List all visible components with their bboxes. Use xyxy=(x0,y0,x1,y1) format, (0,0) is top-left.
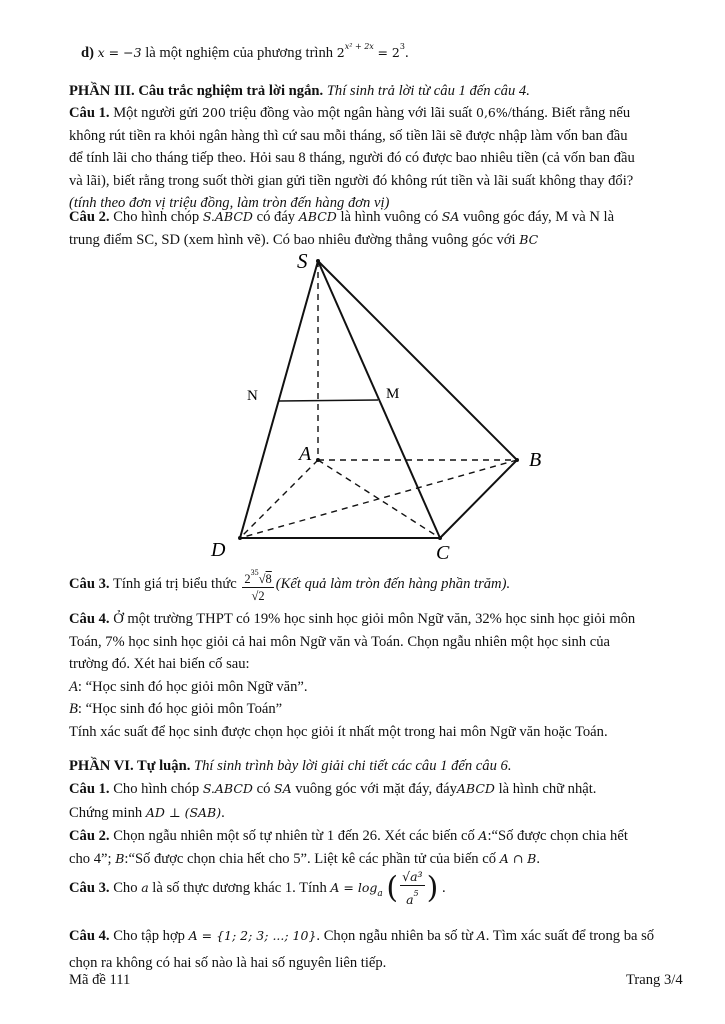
pyramid-figure xyxy=(200,245,570,570)
expression-fraction xyxy=(242,565,273,604)
label-m: M xyxy=(386,386,400,402)
fraction-numerator: $2^{35}√8$ xyxy=(242,565,273,588)
amount-value: 200 xyxy=(202,105,226,120)
math-bc: BC xyxy=(519,231,539,247)
math-pyramid: S.ABCD xyxy=(202,781,253,796)
root-arg: 8 xyxy=(265,572,272,587)
text-run: . Tìm xác suất để trong ba số xyxy=(485,928,655,944)
part6-q1-label: Câu 1. xyxy=(69,781,110,797)
text-run: cho 4”; xyxy=(69,850,112,867)
part6-q2-line1 xyxy=(69,825,687,848)
edge-cb xyxy=(440,460,517,538)
part3-q3-label: Câu 3. xyxy=(69,576,110,592)
segment-mn xyxy=(279,400,378,401)
label-a: A xyxy=(299,443,312,465)
edge-sc xyxy=(318,261,440,538)
log-fraction xyxy=(400,869,424,908)
root-index: 5 xyxy=(254,568,259,578)
text-run: . xyxy=(221,805,225,821)
text-run: Một người gửi xyxy=(113,105,199,121)
event-a-label: A xyxy=(69,678,78,695)
text-run: vuông góc với mặt đáy, đáy xyxy=(295,781,457,797)
text-run: là hình chữ nhật. xyxy=(498,781,597,797)
math-log: A = log xyxy=(330,880,378,895)
math-base: ABCD xyxy=(298,209,337,224)
part6-q3-label: Câu 3. xyxy=(69,880,110,896)
label-b: B xyxy=(529,449,542,471)
num-exp: 3 xyxy=(250,568,255,578)
label-s: S xyxy=(297,249,308,273)
math-pyramid: S.ABCD xyxy=(202,209,253,224)
part6-q3 xyxy=(69,868,687,914)
paren-right: ) xyxy=(426,870,439,906)
part3-q4-line6: Tính xác suất để học sinh được chọn học giỏi ít nhất một trong hai môn Ngữ văn hoặc Toán. xyxy=(69,723,608,740)
part3-q1-line1 xyxy=(69,102,687,125)
text-run: . xyxy=(536,850,540,867)
part6-q2-line2 xyxy=(69,848,687,871)
text-run: là hình vuông có xyxy=(340,209,439,225)
event-b-text: : “Học sinh đó học giỏi môn Toán” xyxy=(77,701,283,717)
text-run: triệu đồng vào một ngân hàng với lãi suất xyxy=(229,105,473,121)
part3-q4 xyxy=(69,608,687,743)
den-exp: 5 xyxy=(413,889,419,899)
item-d-end: . xyxy=(404,45,409,61)
math-intersection: A ∩ B xyxy=(499,850,537,866)
rate-value: 0,6% xyxy=(476,105,508,120)
part6-q1 xyxy=(69,777,687,825)
event-b-label: B xyxy=(69,701,78,717)
part3-q4-event-b xyxy=(69,698,687,721)
item-d-base: 2 xyxy=(336,45,345,60)
part3-q4-line1 xyxy=(69,608,687,631)
text-run: vuông góc đáy, M và N là xyxy=(463,209,615,225)
vertex-d-dot xyxy=(238,536,242,540)
text-run: :“Số được chọn chia hết cho 5”. Liệt kê các phần tử của biến cố xyxy=(124,850,497,867)
text-run: :“Số được chọn chia hết xyxy=(487,828,628,844)
text-run: Cho hình chóp xyxy=(113,209,200,225)
label-d: D xyxy=(211,539,226,561)
item-d-rhs-exp: 3 xyxy=(399,42,405,51)
math-a: A xyxy=(476,928,486,943)
part3-q4-line2: Toán, 7% học sinh học giỏi cả hai môn Ngữ văn và Toán. Chọn ngẫu nhiên một học sinh của xyxy=(69,633,611,650)
math-sa: SA xyxy=(441,209,460,224)
math-base: ABCD xyxy=(456,781,495,796)
text-run: có đáy xyxy=(256,209,296,225)
text-run: . Chọn ngẫu nhiên ba số từ xyxy=(316,928,474,944)
part3-q4-label: Câu 4. xyxy=(69,611,110,627)
text-run: Ở một trường THPT có 19% học sinh học giỏi môn Ngữ văn, 32% học sinh học giỏi môn xyxy=(113,611,636,627)
text-run: Cho hình chóp xyxy=(113,781,200,797)
item-d-eq: x = −3 xyxy=(97,45,142,60)
text-run: . xyxy=(441,880,446,896)
math-a: A xyxy=(478,828,488,843)
part6-q2 xyxy=(69,825,687,870)
item-d-rhs: = 2 xyxy=(377,45,400,60)
vertex-a-dot xyxy=(316,458,320,462)
log-base: a xyxy=(377,888,383,899)
part3-heading xyxy=(69,80,687,103)
math-a: a xyxy=(141,880,149,895)
part6-q1-line1 xyxy=(69,777,687,801)
text-run: Tính giá trị biểu thức xyxy=(112,576,237,592)
label-c: C xyxy=(436,542,450,564)
fraction-denominator: √2 xyxy=(251,589,265,604)
exam-code: Mã đề 111 xyxy=(69,972,131,988)
text-run: có xyxy=(256,781,271,797)
text-run: Chứng minh xyxy=(69,805,143,821)
text-run: Chọn ngẫu nhiên một số tự nhiên từ 1 đến 26. Xét các biến cố xyxy=(113,828,475,844)
item-d-text: là một nghiệm của phương trình xyxy=(145,45,334,61)
part3-q1-note: (tính theo đơn vị triệu đồng, làm tròn đến hàng đơn vị) xyxy=(69,195,390,211)
vertex-c-dot xyxy=(438,536,442,540)
edge-sb xyxy=(318,261,517,460)
part3-instruction: Thí sinh trả lời từ câu 1 đến câu 4. xyxy=(326,83,530,99)
part3-q2-label: Câu 2. xyxy=(69,209,110,225)
math-perpendicular: AD ⊥ (SAB) xyxy=(145,805,222,820)
text-run: là số thực dương khác 1. Tính xyxy=(152,880,327,896)
event-a-text: : “Học sinh đó học giỏi môn Ngữ văn”. xyxy=(77,678,308,695)
item-d-label: d) xyxy=(81,45,94,61)
part6-q4 xyxy=(69,922,687,977)
text-run: Cho xyxy=(113,880,138,896)
text-run: Cho tập hợp xyxy=(113,928,185,944)
vertex-s-dot xyxy=(316,259,320,263)
item-d xyxy=(81,36,699,65)
part3-q1 xyxy=(69,102,687,215)
text-run: /tháng. Biết rằng nếu xyxy=(507,105,631,121)
part3-q4-event-a xyxy=(69,676,687,699)
vertex-b-dot xyxy=(515,458,519,462)
paren-left: ( xyxy=(386,870,399,906)
part3-q4-line3: trường đó. Xét hai biến cố sau: xyxy=(69,656,250,672)
log-numerator: √a³ xyxy=(402,869,423,885)
page-number: Trang 3/4 xyxy=(626,972,683,988)
part3-q1-label: Câu 1. xyxy=(69,105,110,121)
part6-q4-label: Câu 4. xyxy=(69,928,110,944)
part3-q3 xyxy=(69,564,687,604)
label-n: N xyxy=(247,388,258,404)
part6-q4-line1 xyxy=(69,922,687,950)
text-run: trung điểm SC, SD (xem hình vẽ). Có bao nhiêu đường thẳng vuông góc với xyxy=(69,231,516,248)
item-d-exp: x² + 2x xyxy=(344,42,374,51)
part6-q1-line2 xyxy=(69,801,687,825)
part3-q1-line3: để tính lãi cho tháng tiếp theo. Hỏi sau 8 tháng, người đó có được bao nhiêu tiền (cả vốn ban đầu xyxy=(69,150,635,166)
part6-title: PHẦN VI. Tự luận. xyxy=(69,758,191,774)
part3-q3-note: (Kết quả làm tròn đến hàng phần trăm). xyxy=(275,576,511,592)
part3-q1-line4: và lãi), biết rằng trong suốt thời gian gửi tiền người đó không rút tiền và lãi suất không thay đổi? xyxy=(69,172,634,189)
part6-q4-line2: chọn ra không có hai số nào là hai số nguyên liên tiếp. xyxy=(69,955,387,971)
num-base: 2 xyxy=(244,572,251,587)
diag-bd-hidden xyxy=(240,460,517,538)
den-base: a xyxy=(406,892,414,908)
log-denominator xyxy=(400,886,424,908)
math-set: A = {1; 2; 3; ...; 10} xyxy=(188,928,317,943)
math-b: B xyxy=(115,850,125,866)
part6-q2-label: Câu 2. xyxy=(69,828,110,844)
part6-heading xyxy=(69,755,687,778)
part6-instruction: Thí sinh trình bày lời giải chi tiết các câu 1 đến câu 6. xyxy=(194,758,512,774)
math-sa: SA xyxy=(274,781,292,796)
part3-q2-line1 xyxy=(69,206,687,229)
part3-q1-line2: không rút tiền ra khỏi ngân hàng thì cứ sau mỗi tháng, số tiền lãi sẽ được nhập làm vốn ban đầu xyxy=(69,127,628,144)
part3-title: PHẦN III. Câu trắc nghiệm trả lời ngắn. xyxy=(69,83,324,99)
